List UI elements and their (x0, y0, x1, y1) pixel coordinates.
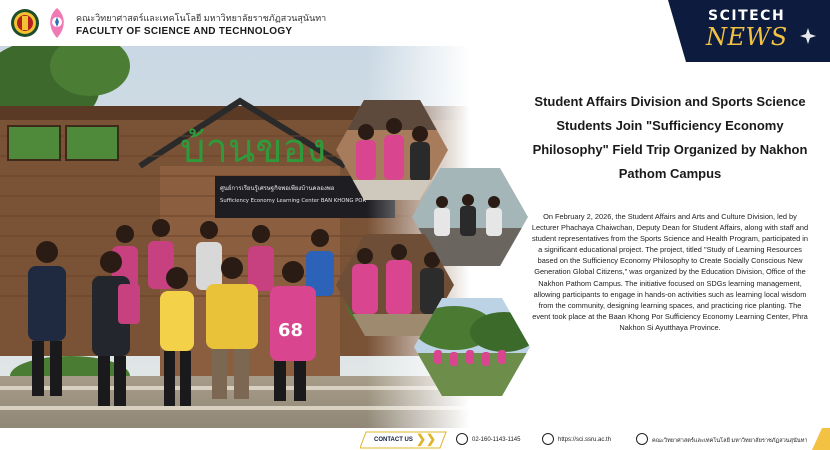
faculty-name-thai: คณะวิทยาศาสตร์และเทคโนโลยี มหาวิทยาลัยราชภัฏสวนสุนันทา (76, 13, 327, 23)
footer-accent-corner (810, 428, 830, 450)
contact-arrows-icon: ❯❯ (416, 432, 437, 446)
facebook-icon (636, 433, 648, 445)
contact-us-label: CONTACT US (374, 437, 413, 443)
globe-icon (542, 433, 554, 445)
faculty-name-english: FACULTY OF SCIENCE AND TECHNOLOGY (76, 26, 293, 37)
article-title: Student Affairs Division and Sports Science Students Join "Sufficiency Economy Philosophy" Field Trip Organized by Nakhon Pathom Campus (532, 94, 808, 181)
phone-icon (456, 433, 468, 445)
ssru-logo-icon (44, 6, 70, 40)
university-seal-icon (10, 6, 40, 40)
hex-photo-rice-field (414, 298, 530, 396)
article-body: On February 2, 2026, the Student Affairs and Arts and Culture Division, led by Lecturer Phachaya Chaiwchan, Deputy Dean for Student Affairs, along with staff and student representatives from the Sports Science and Health Program, participated in a significant educational project. The project, titled "Study of Learning Resources based on the Sufficiency Economy Philosophy to Create Socially Conscious New Generation Global Citizens," was organized by the Education Division, Office of the Nakhon Pathom Campus. The initiative focused on SDGs learning management, allowing participants to engage in hands-on activities such as learning local wisdom from the community, designing learning spaces, and practicing rice planting. The event took place at the Baan Khong Por Sufficiency Economy Learning Center, Phra Nakhon Si Ayutthaya Province. (531, 212, 809, 332)
banner-title-scitech: SCITECH (708, 8, 786, 24)
banner-title-news: NEWS (706, 23, 788, 51)
footer-phone: 02-160-1143-1145 (472, 437, 521, 443)
footer-website[interactable]: https://sci.ssru.ac.th (558, 437, 612, 443)
footer-facebook[interactable]: คณะวิทยาศาสตร์และเทคโนโลยี มหาวิทยาลัยราชภัฏสวนสุนันทา (652, 438, 808, 444)
